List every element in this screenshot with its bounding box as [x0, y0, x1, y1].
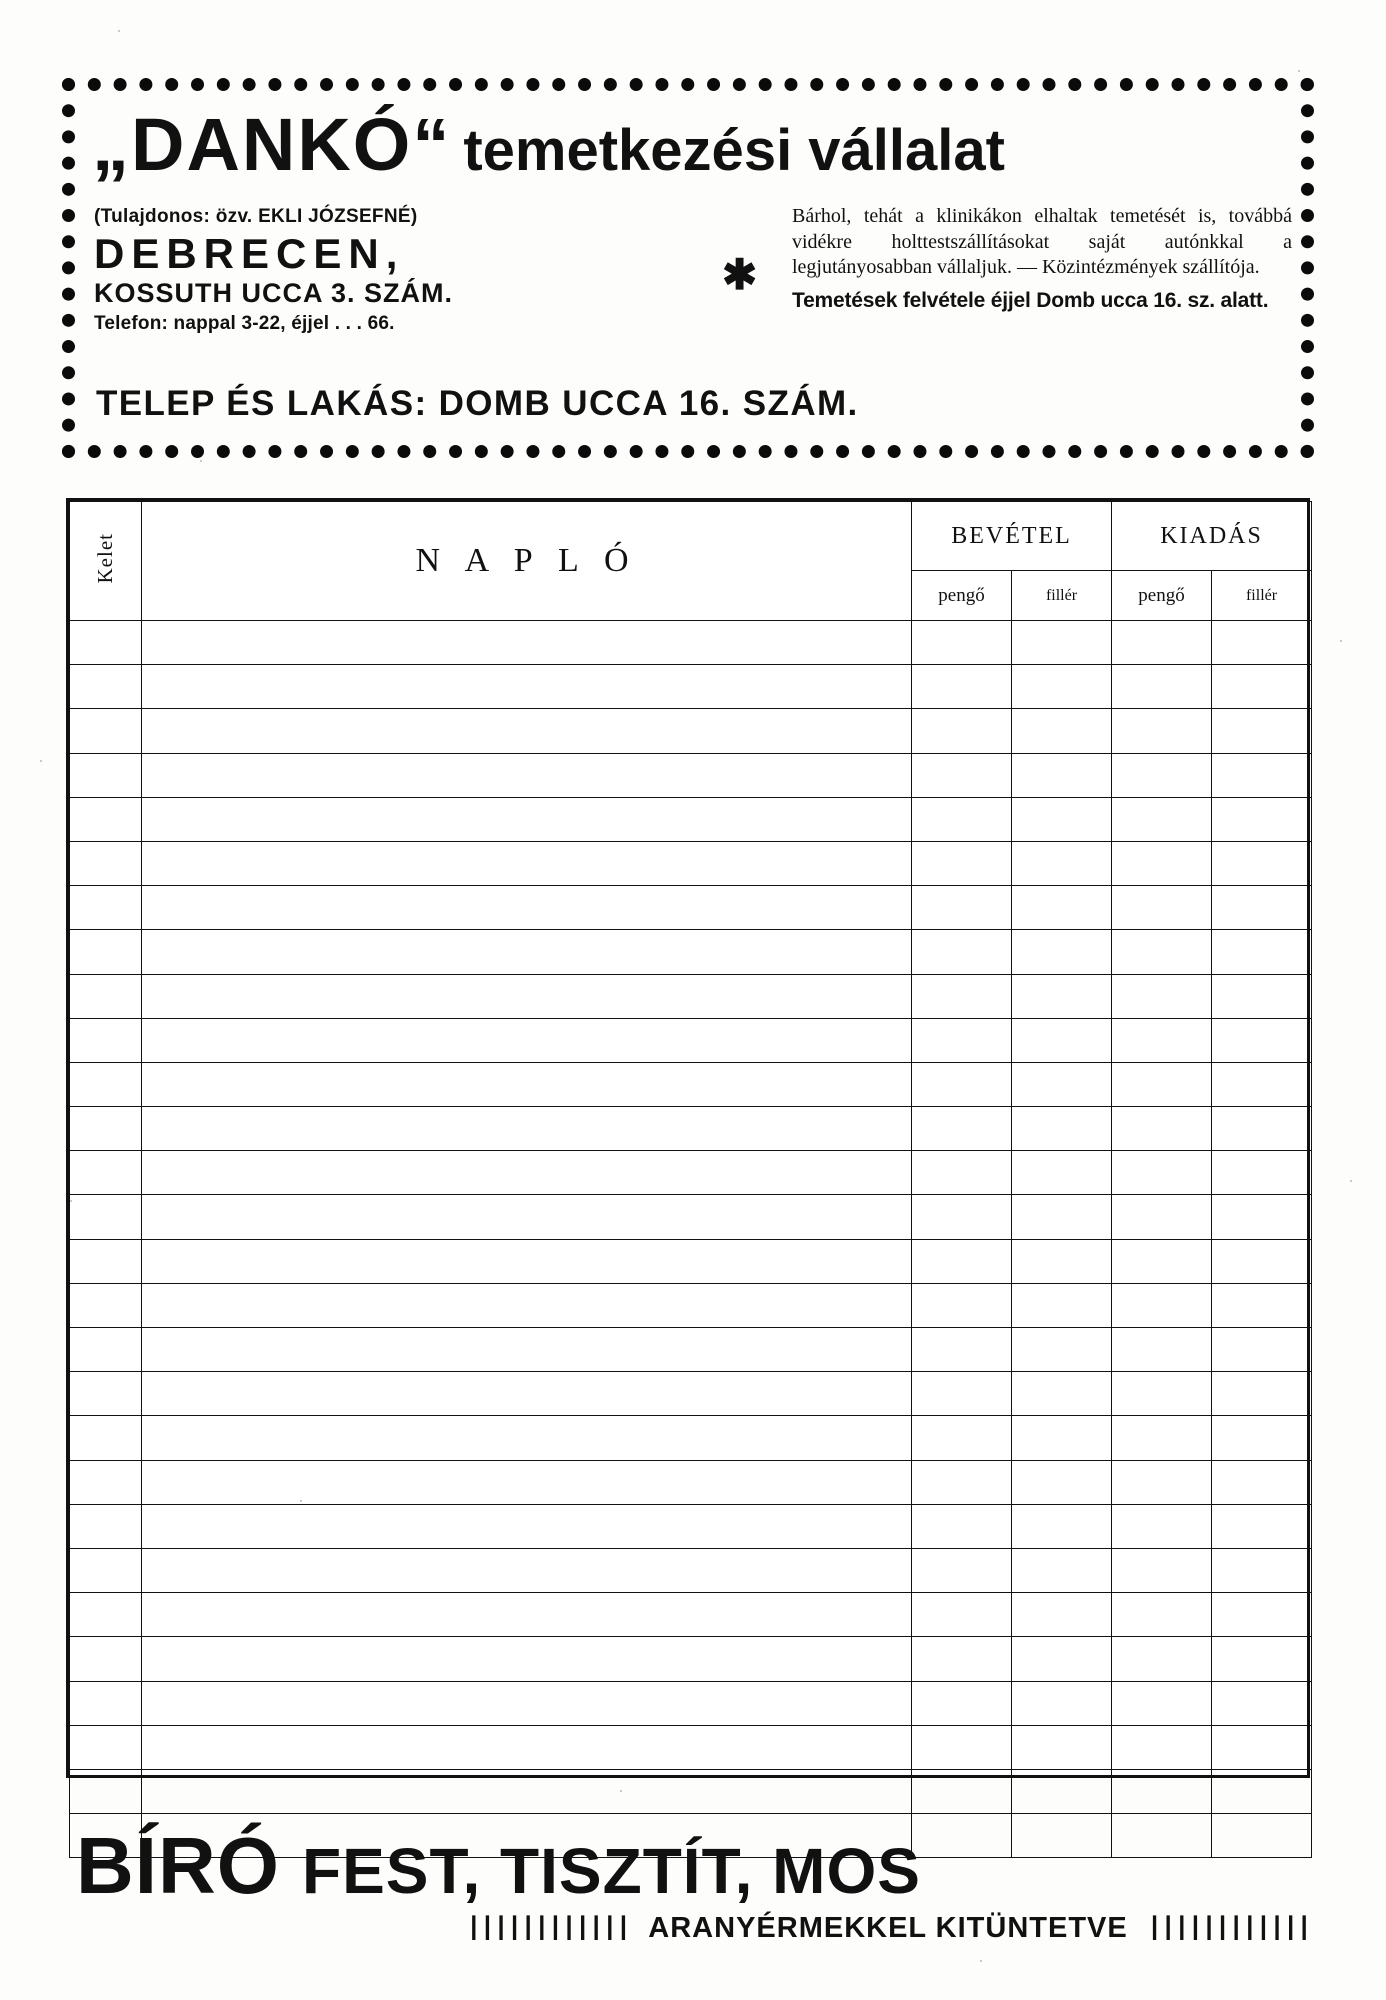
cell-expense-pengo[interactable]	[1112, 1151, 1212, 1195]
table-row[interactable]	[70, 886, 1312, 930]
cell-expense-filler[interactable]	[1212, 1681, 1312, 1725]
hatch-rule-icon-right: ||||||||||||	[1146, 1912, 1311, 1942]
cell-date[interactable]	[70, 709, 142, 753]
cell-journal[interactable]	[142, 797, 912, 841]
company-premises-line: TELEP ÉS LAKÁS: DOMB UCCA 16. SZÁM.	[96, 384, 859, 423]
cell-income-filler[interactable]	[1012, 886, 1112, 930]
cell-journal[interactable]	[142, 1593, 912, 1637]
cell-date[interactable]	[70, 1328, 142, 1372]
cell-expense-pengo[interactable]	[1112, 1416, 1212, 1460]
cell-journal[interactable]	[142, 1416, 912, 1460]
column-header-income-pengo: pengő	[912, 571, 1012, 621]
scan-speckle	[118, 30, 120, 32]
cell-income-filler[interactable]	[1012, 974, 1112, 1018]
scan-speckle	[200, 460, 202, 462]
cell-date[interactable]	[70, 974, 142, 1018]
cell-income-pengo[interactable]	[912, 1637, 1012, 1681]
table-row[interactable]	[70, 1460, 1312, 1504]
cell-expense-pengo[interactable]	[1112, 1328, 1212, 1372]
cell-expense-pengo[interactable]	[1112, 709, 1212, 753]
cell-expense-filler[interactable]	[1212, 1062, 1312, 1106]
cell-journal[interactable]	[142, 1195, 912, 1239]
cell-expense-pengo[interactable]	[1112, 1195, 1212, 1239]
cell-income-pengo[interactable]	[912, 1062, 1012, 1106]
company-services-block	[792, 204, 1292, 313]
bottom-ad-award-row	[466, 1912, 1310, 1945]
table-row[interactable]	[70, 1151, 1312, 1195]
company-city: DEBRECEN,	[94, 230, 405, 277]
cell-income-pengo[interactable]	[912, 1328, 1012, 1372]
cell-expense-pengo[interactable]	[1112, 1283, 1212, 1327]
cell-income-filler[interactable]	[1012, 1151, 1112, 1195]
cell-income-filler[interactable]	[1012, 1283, 1112, 1327]
cell-date[interactable]	[70, 665, 142, 709]
cell-income-filler[interactable]	[1012, 1107, 1112, 1151]
column-header-income-filler: fillér	[1012, 571, 1112, 621]
cell-income-pengo[interactable]	[912, 1151, 1012, 1195]
company-night-note: Temetések felvétele éjjel Domb ucca 16. sz. alatt.	[792, 288, 1269, 312]
cell-income-pengo[interactable]	[912, 621, 1012, 665]
cell-income-filler[interactable]	[1012, 1681, 1112, 1725]
cell-date[interactable]	[70, 621, 142, 665]
ledger-body	[70, 621, 1312, 1858]
cell-date[interactable]	[70, 1239, 142, 1283]
company-quote-open: „	[92, 103, 131, 186]
cell-journal[interactable]	[142, 1283, 912, 1327]
table-row[interactable]	[70, 621, 1312, 665]
table-row[interactable]	[70, 1328, 1312, 1372]
cell-expense-filler[interactable]	[1212, 709, 1312, 753]
cell-date[interactable]	[70, 1548, 142, 1592]
cell-expense-filler[interactable]	[1212, 1504, 1312, 1548]
table-row[interactable]	[70, 1107, 1312, 1151]
column-header-date-label: Kelet	[93, 533, 117, 584]
cell-expense-filler[interactable]	[1212, 1151, 1312, 1195]
cell-date[interactable]	[70, 886, 142, 930]
bottom-ad-services: FEST, TISZTÍT, MOS	[302, 1835, 921, 1907]
cell-date[interactable]	[70, 1107, 142, 1151]
cell-income-filler[interactable]	[1012, 841, 1112, 885]
cell-journal[interactable]	[142, 1151, 912, 1195]
cell-journal[interactable]	[142, 1637, 912, 1681]
column-header-expense-pengo: pengő	[1112, 571, 1212, 621]
table-row[interactable]	[70, 1195, 1312, 1239]
cell-income-pengo[interactable]	[912, 1372, 1012, 1416]
cell-journal[interactable]	[142, 1504, 912, 1548]
cell-journal[interactable]	[142, 1372, 912, 1416]
cell-journal[interactable]	[142, 1239, 912, 1283]
cell-expense-filler[interactable]	[1212, 621, 1312, 665]
cell-expense-filler[interactable]	[1212, 1239, 1312, 1283]
column-header-journal: N A P L Ó	[142, 502, 912, 621]
cell-expense-filler[interactable]	[1212, 1018, 1312, 1062]
column-header-expense-filler: fillér	[1212, 571, 1312, 621]
cell-income-pengo[interactable]	[912, 797, 1012, 841]
cell-journal[interactable]	[142, 886, 912, 930]
ledger-table	[69, 501, 1312, 1858]
bottom-advertisement	[66, 1820, 1316, 1970]
cell-expense-filler[interactable]	[1212, 1416, 1312, 1460]
cell-expense-pengo[interactable]	[1112, 930, 1212, 974]
cell-income-filler[interactable]	[1012, 1018, 1112, 1062]
cell-income-filler[interactable]	[1012, 709, 1112, 753]
cell-journal[interactable]	[142, 930, 912, 974]
table-row[interactable]	[70, 797, 1312, 841]
table-row[interactable]	[70, 841, 1312, 885]
cell-date[interactable]	[70, 930, 142, 974]
cell-date[interactable]	[70, 1151, 142, 1195]
table-row[interactable]	[70, 1372, 1312, 1416]
table-row[interactable]	[70, 1416, 1312, 1460]
cell-date[interactable]	[70, 797, 142, 841]
table-row[interactable]	[70, 1239, 1312, 1283]
scan-speckle	[1350, 1180, 1352, 1182]
table-row[interactable]	[70, 1062, 1312, 1106]
company-headline	[92, 102, 1262, 187]
bottom-ad-award-text: ARANYÉRMEKKEL KITÜNTETVE	[648, 1912, 1128, 1944]
cell-income-filler[interactable]	[1012, 1548, 1112, 1592]
cell-expense-filler[interactable]	[1212, 1460, 1312, 1504]
cell-journal[interactable]	[142, 709, 912, 753]
cell-income-pengo[interactable]	[912, 1504, 1012, 1548]
top-advertisement-content	[82, 96, 1294, 440]
cell-journal[interactable]	[142, 621, 912, 665]
cell-income-pengo[interactable]	[912, 1107, 1012, 1151]
table-row[interactable]	[70, 1637, 1312, 1681]
table-row[interactable]	[70, 1725, 1312, 1769]
cell-journal[interactable]	[142, 974, 912, 1018]
cell-income-filler[interactable]	[1012, 1372, 1112, 1416]
cell-expense-filler[interactable]	[1212, 665, 1312, 709]
cell-income-filler[interactable]	[1012, 753, 1112, 797]
scan-speckle	[620, 1790, 622, 1792]
cell-expense-pengo[interactable]	[1112, 974, 1212, 1018]
cell-income-pengo[interactable]	[912, 1460, 1012, 1504]
cell-date[interactable]	[70, 1725, 142, 1769]
table-row[interactable]	[70, 1769, 1312, 1813]
table-row[interactable]	[70, 930, 1312, 974]
cell-expense-filler[interactable]	[1212, 1637, 1312, 1681]
cell-expense-pengo[interactable]	[1112, 886, 1212, 930]
cell-journal[interactable]	[142, 1107, 912, 1151]
cell-income-pengo[interactable]	[912, 1239, 1012, 1283]
cell-income-filler[interactable]	[1012, 1195, 1112, 1239]
cell-expense-pengo[interactable]	[1112, 1593, 1212, 1637]
scan-speckle	[300, 1500, 302, 1502]
cell-expense-filler[interactable]	[1212, 1283, 1312, 1327]
cell-expense-pengo[interactable]	[1112, 1018, 1212, 1062]
company-address-block	[94, 206, 684, 335]
cell-journal[interactable]	[142, 1018, 912, 1062]
cell-income-pengo[interactable]	[912, 930, 1012, 974]
cell-expense-pengo[interactable]	[1112, 1681, 1212, 1725]
cell-expense-filler[interactable]	[1212, 1328, 1312, 1372]
cell-date[interactable]	[70, 1681, 142, 1725]
table-row[interactable]	[70, 1548, 1312, 1592]
cell-journal[interactable]	[142, 1460, 912, 1504]
cell-expense-filler[interactable]	[1212, 930, 1312, 974]
cell-income-pengo[interactable]	[912, 1283, 1012, 1327]
scan-speckle	[980, 1960, 982, 1962]
cell-expense-pengo[interactable]	[1112, 1062, 1212, 1106]
cell-date[interactable]	[70, 1593, 142, 1637]
cell-income-filler[interactable]	[1012, 1725, 1112, 1769]
cell-income-filler[interactable]	[1012, 1593, 1112, 1637]
cell-expense-pengo[interactable]	[1112, 1769, 1212, 1813]
hatch-rule-icon-left: ||||||||||||	[466, 1912, 630, 1942]
ledger-table-container	[66, 498, 1310, 1778]
cell-income-pengo[interactable]	[912, 1195, 1012, 1239]
column-header-date	[70, 502, 142, 621]
cell-journal[interactable]	[142, 1769, 912, 1813]
cell-income-filler[interactable]	[1012, 665, 1112, 709]
cell-income-pengo[interactable]	[912, 1548, 1012, 1592]
cell-date[interactable]	[70, 1283, 142, 1327]
bottom-ad-headline	[76, 1820, 921, 1912]
cell-expense-filler[interactable]	[1212, 1548, 1312, 1592]
cell-income-pengo[interactable]	[912, 886, 1012, 930]
cell-expense-pengo[interactable]	[1112, 621, 1212, 665]
cell-date[interactable]	[70, 1416, 142, 1460]
table-row[interactable]	[70, 1283, 1312, 1327]
cell-expense-pengo[interactable]	[1112, 665, 1212, 709]
cell-expense-pengo[interactable]	[1112, 1548, 1212, 1592]
cell-date[interactable]	[70, 1018, 142, 1062]
cell-expense-pengo[interactable]	[1112, 841, 1212, 885]
cell-income-filler[interactable]	[1012, 797, 1112, 841]
cell-expense-filler[interactable]	[1212, 841, 1312, 885]
cell-income-pengo[interactable]	[912, 1681, 1012, 1725]
top-advertisement	[62, 78, 1314, 458]
cell-date[interactable]	[70, 1769, 142, 1813]
cell-journal[interactable]	[142, 753, 912, 797]
company-quote-close: “	[412, 103, 452, 186]
cell-date[interactable]	[70, 1504, 142, 1548]
cell-income-filler[interactable]	[1012, 1637, 1112, 1681]
company-street: KOSSUTH UCCA 3. SZÁM.	[94, 278, 454, 309]
cell-income-filler[interactable]	[1012, 1504, 1112, 1548]
table-row[interactable]	[70, 753, 1312, 797]
cell-journal[interactable]	[142, 665, 912, 709]
cell-expense-filler[interactable]	[1212, 1593, 1312, 1637]
company-services-text: Bárhol, tehát a klinikákon elhaltak temetését is, továbbá vidékre holttestszállításokat saját autónkkal a legjutányosabban vállaljuk. — Közintézmények szállítója.	[792, 205, 1292, 279]
cell-income-filler[interactable]	[1012, 621, 1112, 665]
cell-expense-filler[interactable]	[1212, 1769, 1312, 1813]
cell-journal[interactable]	[142, 1725, 912, 1769]
cell-expense-filler[interactable]	[1212, 886, 1312, 930]
cell-expense-pengo[interactable]	[1112, 797, 1212, 841]
cell-date[interactable]	[70, 1195, 142, 1239]
cell-income-filler[interactable]	[1012, 1062, 1112, 1106]
cell-income-pengo[interactable]	[912, 1018, 1012, 1062]
cell-income-filler[interactable]	[1012, 1416, 1112, 1460]
cell-expense-filler[interactable]	[1212, 1107, 1312, 1151]
cell-journal[interactable]	[142, 841, 912, 885]
cell-income-pengo[interactable]	[912, 753, 1012, 797]
cell-date[interactable]	[70, 1460, 142, 1504]
cell-expense-pengo[interactable]	[1112, 1239, 1212, 1283]
scan-speckle	[1340, 640, 1342, 642]
cell-expense-filler[interactable]	[1212, 1725, 1312, 1769]
cell-date[interactable]	[70, 1062, 142, 1106]
table-row[interactable]	[70, 709, 1312, 753]
cell-journal[interactable]	[142, 1548, 912, 1592]
cell-expense-filler[interactable]	[1212, 1195, 1312, 1239]
cell-date[interactable]	[70, 1637, 142, 1681]
column-group-income: BEVÉTEL	[912, 502, 1112, 571]
table-row[interactable]	[70, 1681, 1312, 1725]
cell-expense-filler[interactable]	[1212, 974, 1312, 1018]
company-phone: Telefon: nappal 3-22, éjjel . . . 66.	[94, 313, 395, 335]
company-owner: (Tulajdonos: özv. EKLI JÓZSEFNÉ)	[94, 206, 418, 227]
bottom-ad-brand: BÍRÓ	[76, 1821, 280, 1910]
cell-expense-filler[interactable]	[1212, 797, 1312, 841]
company-tagline: temetkezési vállalat	[463, 118, 1005, 183]
table-row[interactable]	[70, 1593, 1312, 1637]
scan-speckle	[70, 1200, 72, 1202]
cell-income-pengo[interactable]	[912, 1416, 1012, 1460]
cell-expense-pengo[interactable]	[1112, 1504, 1212, 1548]
cell-expense-pengo[interactable]	[1112, 1372, 1212, 1416]
cell-income-filler[interactable]	[1012, 1769, 1112, 1813]
cell-journal[interactable]	[142, 1062, 912, 1106]
table-row[interactable]	[70, 974, 1312, 1018]
cell-income-filler[interactable]	[1012, 1460, 1112, 1504]
scan-speckle	[40, 760, 42, 762]
cell-expense-filler[interactable]	[1212, 1372, 1312, 1416]
scan-speckle	[1298, 70, 1300, 72]
table-row[interactable]	[70, 1018, 1312, 1062]
table-row[interactable]	[70, 665, 1312, 709]
cell-date[interactable]	[70, 753, 142, 797]
cell-expense-pengo[interactable]	[1112, 1460, 1212, 1504]
column-group-expense: KIADÁS	[1112, 502, 1312, 571]
cell-expense-pengo[interactable]	[1112, 1637, 1212, 1681]
cell-expense-pengo[interactable]	[1112, 1725, 1212, 1769]
cell-income-filler[interactable]	[1012, 1239, 1112, 1283]
table-row[interactable]	[70, 1504, 1312, 1548]
company-name: DANKÓ	[131, 103, 413, 186]
cell-journal[interactable]	[142, 1681, 912, 1725]
cell-expense-pengo[interactable]	[1112, 753, 1212, 797]
cell-income-pengo[interactable]	[912, 841, 1012, 885]
cell-income-filler[interactable]	[1012, 1328, 1112, 1372]
cell-income-pengo[interactable]	[912, 1593, 1012, 1637]
ledger-header	[70, 502, 1312, 621]
cell-expense-filler[interactable]	[1212, 753, 1312, 797]
cell-expense-pengo[interactable]	[1112, 1107, 1212, 1151]
cell-date[interactable]	[70, 1372, 142, 1416]
cell-income-pengo[interactable]	[912, 1725, 1012, 1769]
cell-income-pengo[interactable]	[912, 1769, 1012, 1813]
cell-income-filler[interactable]	[1012, 930, 1112, 974]
asterisk-icon: ✱	[722, 251, 758, 298]
cell-journal[interactable]	[142, 1328, 912, 1372]
cell-income-pengo[interactable]	[912, 709, 1012, 753]
cell-income-pengo[interactable]	[912, 665, 1012, 709]
cell-income-pengo[interactable]	[912, 974, 1012, 1018]
cell-date[interactable]	[70, 841, 142, 885]
